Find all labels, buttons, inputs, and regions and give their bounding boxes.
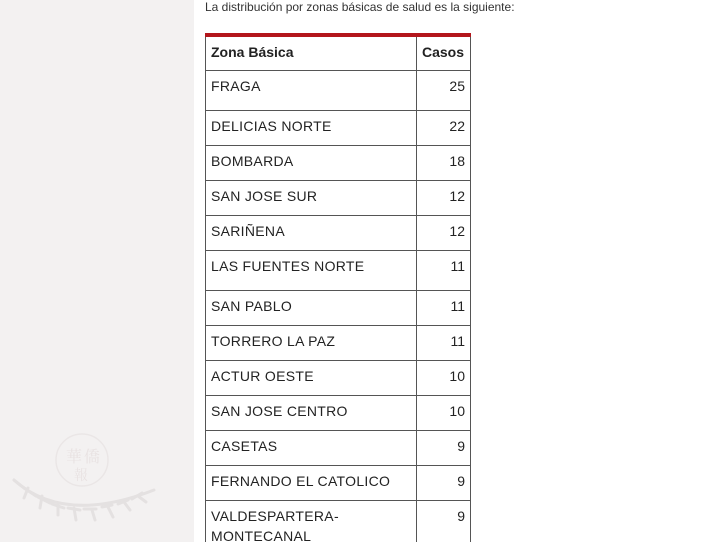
cell-casos: 9: [417, 465, 471, 500]
cell-casos: 12: [417, 215, 471, 250]
cell-zona: TORRERO LA PAZ: [206, 325, 417, 360]
header-zona: Zona Básica: [206, 35, 417, 70]
intro-text: La distribución por zonas básicas de salud es la siguiente:: [205, 0, 515, 14]
cell-zona: SAN PABLO: [206, 290, 417, 325]
table-row: [206, 180, 471, 215]
cell-casos: 11: [417, 250, 471, 290]
cell-casos: 9: [417, 430, 471, 465]
cell-casos: 25: [417, 70, 471, 110]
table-header-row: [206, 35, 471, 70]
table-row: [206, 290, 471, 325]
table-row: [206, 110, 471, 145]
table-row: [206, 215, 471, 250]
cell-zona: FRAGA: [206, 70, 417, 110]
cell-zona: SARIÑENA: [206, 215, 417, 250]
cell-casos: 10: [417, 395, 471, 430]
table-row: [206, 145, 471, 180]
cell-zona: FERNANDO EL CATOLICO: [206, 465, 417, 500]
cell-zona: CASETAS: [206, 430, 417, 465]
header-casos: Casos: [417, 35, 471, 70]
cell-casos: 11: [417, 325, 471, 360]
cell-zona: ACTUR OESTE: [206, 360, 417, 395]
cell-zona: VALDESPARTERA-MONTECANAL: [206, 500, 417, 542]
table-row: [206, 360, 471, 395]
cell-zona: LAS FUENTES NORTE: [206, 250, 417, 290]
cell-zona: SAN JOSE CENTRO: [206, 395, 417, 430]
table-row: [206, 250, 471, 290]
cell-casos: 22: [417, 110, 471, 145]
cell-casos: 9: [417, 500, 471, 542]
cell-zona: SAN JOSE SUR: [206, 180, 417, 215]
cell-casos: 18: [417, 145, 471, 180]
svg-text:報: 報: [74, 468, 88, 484]
table-row: [206, 70, 471, 110]
watermark-logo: [4, 430, 159, 540]
table-row: [206, 500, 471, 542]
table-row: [206, 465, 471, 500]
left-sidebar: [0, 0, 194, 542]
table-row: [206, 325, 471, 360]
cases-table: [205, 33, 471, 542]
cell-casos: 10: [417, 360, 471, 395]
svg-text:僑: 僑: [84, 447, 101, 466]
table-row: [206, 430, 471, 465]
cell-casos: 12: [417, 180, 471, 215]
table-row: [206, 395, 471, 430]
svg-text:華: 華: [66, 447, 83, 466]
cell-zona: DELICIAS NORTE: [206, 110, 417, 145]
cell-zona: BOMBARDA: [206, 145, 417, 180]
cell-casos: 11: [417, 290, 471, 325]
